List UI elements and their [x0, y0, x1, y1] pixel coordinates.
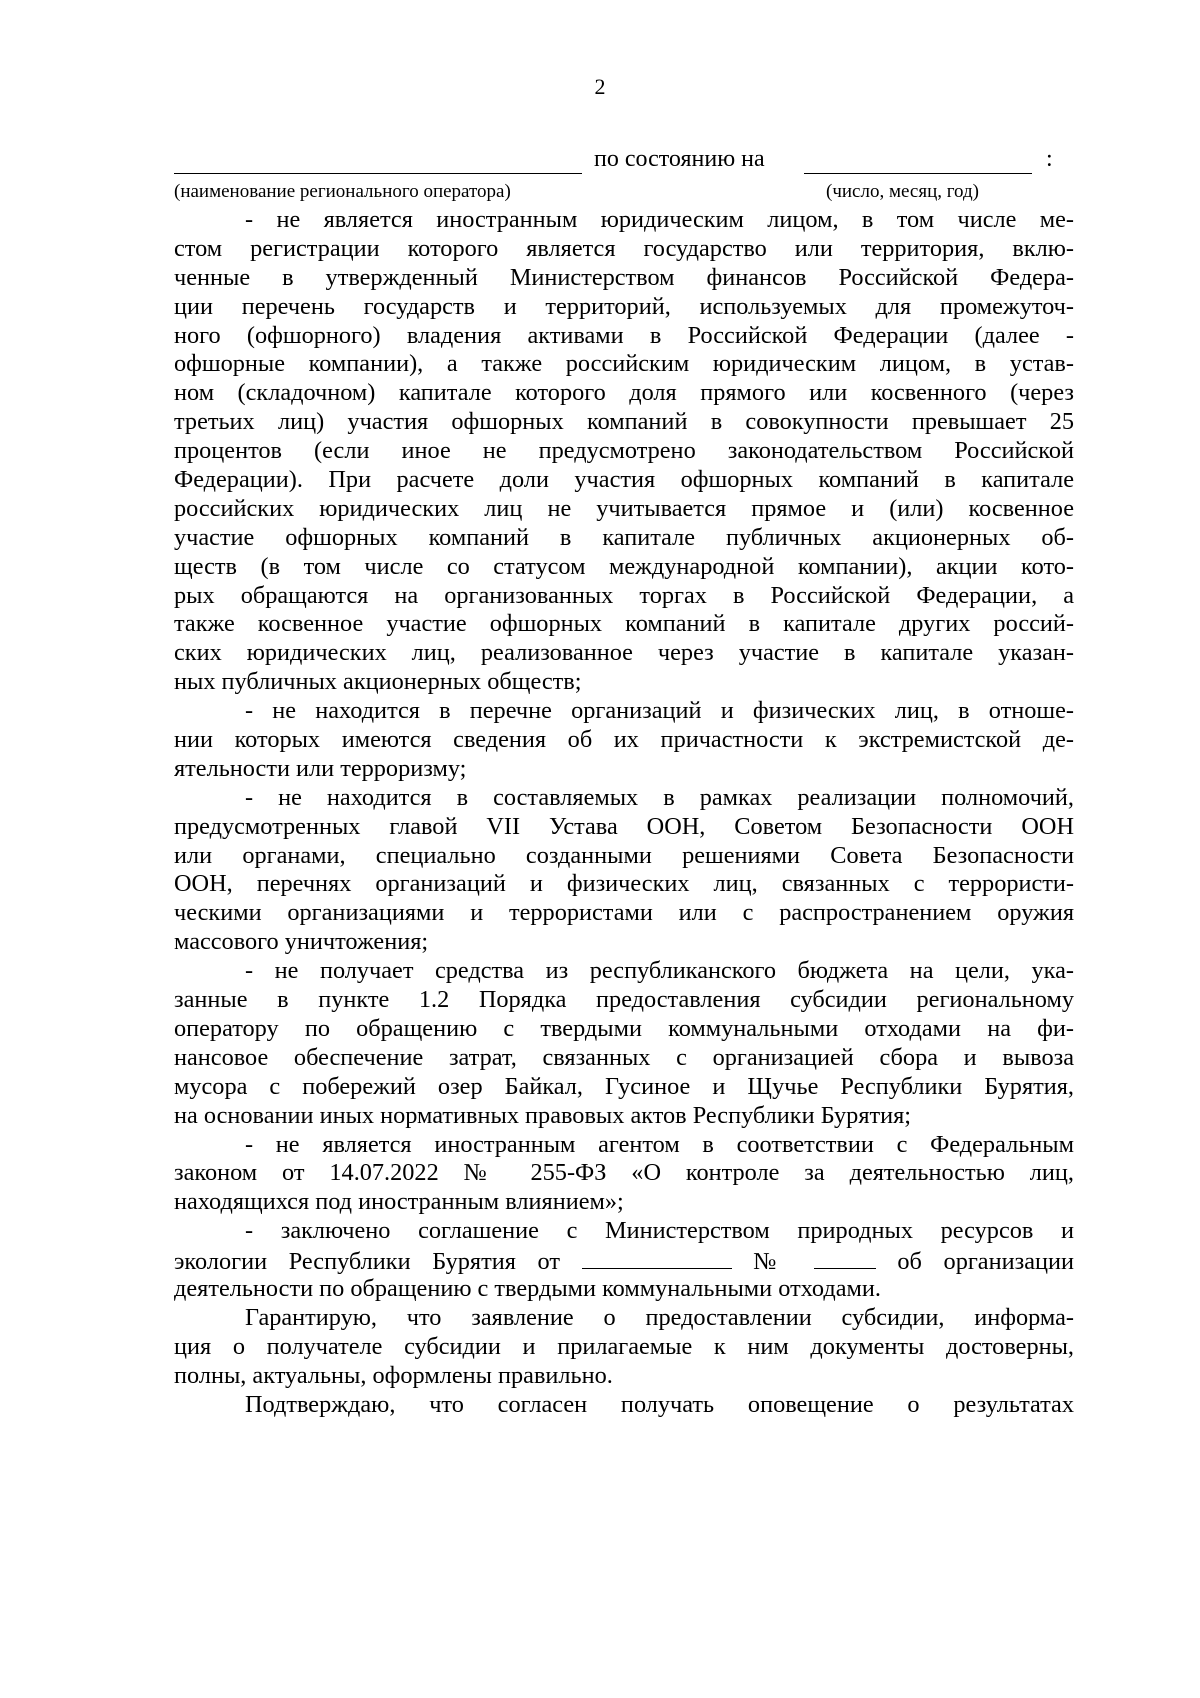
text-line: - заключено соглашение с Министерством природных ресурсов и — [245, 1217, 1074, 1245]
agreement-text-start: экологии Республики Бурятия от — [174, 1248, 560, 1276]
text-line: ских юридических лиц, реализованное через участие в капитале указан- — [174, 639, 1074, 667]
text-line: участие офшорных компаний в капитале публичных акционерных об- — [174, 523, 1074, 551]
text-line: - не находится в составляемых в рамках реализации полномочий, — [245, 783, 1074, 811]
text-line: полны, актуальны, оформлены правильно. — [174, 1361, 613, 1389]
text-line: ции перечень государств и территорий, используемых для промежуточ- — [174, 292, 1074, 320]
text-line: ществ (в том числе со статусом международной компании), акции кото- — [174, 552, 1074, 580]
text-line: - не находится в перечне организаций и физических лиц, в отноше- — [245, 697, 1074, 725]
text-line: массового уничтожения; — [174, 928, 429, 956]
text-line: офшорные компании), а также российским юридическим лицом, в устав- — [174, 350, 1074, 378]
text-line: законом от 14.07.2022 № 255-ФЗ «О контроле за деятельностью лиц, — [174, 1159, 1074, 1187]
number-sign: № — [753, 1248, 793, 1276]
text-line: Подтверждаю, что согласен получать оповещение о результатах — [245, 1390, 1074, 1418]
text-line: на основании иных нормативных правовых актов Республики Бурятия; — [174, 1101, 912, 1129]
header-line — [174, 143, 1074, 179]
text-line: рых обращаются на организованных торгах в Российской Федерации, а — [174, 581, 1074, 609]
text-line: ном (складочном) капитале которого доля прямого или косвенного (через — [174, 379, 1074, 407]
text-line: стом регистрации которого является государство или территория, вклю- — [174, 234, 1074, 262]
agreement-text-end: об организации — [897, 1248, 1074, 1276]
text-line: процентов (если иное не предусмотрено законодательством Российской — [174, 437, 1074, 465]
text-line: мусора с побережий озер Байкал, Гусиное и Щучье Республики Бурятия, — [174, 1072, 1074, 1100]
text-line: - не получает средства из республиканского бюджета на цели, ука- — [245, 957, 1074, 985]
text-line: - не является иностранным агентом в соответствии с Федеральным — [245, 1130, 1074, 1158]
text-line: Федерации). При расчете доли участия офшорных компаний в капитале — [174, 466, 1074, 494]
text-line: ченные в утвержденный Министерством финансов Российской Федера- — [174, 263, 1074, 291]
text-line: Гарантирую, что заявление о предоставлении субсидии, информа- — [245, 1303, 1074, 1331]
text-line: также косвенное участие офшорных компаний в капитале других россий- — [174, 610, 1074, 638]
text-line: нии которых имеются сведения об их причастности к экстремистской де- — [174, 726, 1074, 754]
text-line: деятельности по обращению с твердыми коммунальными отходами. — [174, 1274, 881, 1302]
document-body — [174, 206, 1074, 1419]
agreement-date-blank[interactable] — [582, 1246, 732, 1269]
status-as-of-label: по состоянию на — [594, 146, 765, 172]
text-line: предусмотренных главой VII Устава ООН, Советом Безопасности ООН — [174, 812, 1074, 840]
text-line: находящихся под иностранным влиянием»; — [174, 1188, 624, 1216]
text-line: третьих лиц) участия офшорных компаний в совокупности превышает 25 — [174, 408, 1074, 436]
text-line: нансовое обеспечение затрат, связанных с организацией сбора и вывоза — [174, 1043, 1074, 1071]
text-line: ного (офшорного) владения активами в Российской Федерации (далее - — [174, 321, 1074, 349]
text-line: ятельности или терроризму; — [174, 754, 467, 782]
text-line: ческими организациями и террористами или с распространением оружия — [174, 899, 1074, 927]
text-line: - не является иностранным юридическим лицом, в том числе ме- — [245, 206, 1074, 233]
agreement-number-blank[interactable] — [814, 1246, 876, 1269]
page-number: 2 — [594, 74, 606, 99]
text-line: ООН, перечнях организаций и физических лиц, связанных с террористи- — [174, 870, 1074, 898]
text-line: российских юридических лиц не учитывается прямое и (или) косвенное — [174, 494, 1074, 522]
operator-name-blank[interactable] — [174, 143, 582, 174]
agreement-line — [174, 1246, 1074, 1275]
text-line: или органами, специально созданными решениями Совета Безопасности — [174, 841, 1074, 869]
text-line: оператору по обращению с твердыми коммунальными отходами на фи- — [174, 1014, 1074, 1042]
date-caption: (число, месяц, год) — [826, 181, 980, 202]
header-colon: : — [1046, 146, 1053, 172]
operator-name-caption: (наименование регионального оператора) — [174, 181, 511, 202]
date-blank[interactable] — [804, 143, 1032, 174]
text-line: ция о получателе субсидии и прилагаемые к ним документы достоверны, — [174, 1332, 1074, 1360]
text-line: ных публичных акционерных обществ; — [174, 668, 582, 696]
text-line: занные в пункте 1.2 Порядка предоставления субсидии региональному — [174, 986, 1074, 1014]
